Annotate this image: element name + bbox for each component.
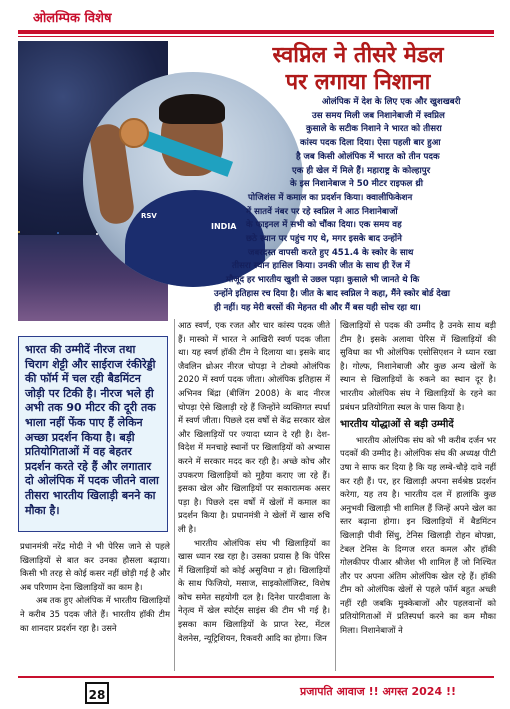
crowd-light	[57, 232, 59, 234]
intro-line: तीसरा स्थान हासिल किया। उनकी जीत के साथ ही रेंज में	[232, 261, 410, 272]
highlight-box	[18, 336, 168, 532]
article-title	[218, 42, 498, 96]
column-right	[340, 319, 496, 638]
article-title-line-2: पर लगाया निशाना	[285, 70, 431, 95]
footer-divider	[18, 676, 494, 678]
intro-line: कांस्य पदक दिला दिया। ऐसा पहली बार हुआ	[300, 138, 441, 149]
intro-line: ही नहीं। यह मेरी बरसों की मेहनत थी और मैं बस यही सोच रहा था।	[214, 302, 421, 313]
intro-line: के फाइनल में सभी को चौंका दिया। एक समय वह	[246, 220, 402, 231]
intro-line: है जब किसी ओलंपिक में भारत को तीन पदक	[296, 151, 440, 162]
column-middle	[178, 319, 330, 645]
paragraph: प्रधानमंत्री नरेंद्र मोदी ने भी पेरिस जाने से पहले खिलाड़ियों से बात कर उनका हौसला बढ़ाया। किसी भी तरह से कोई कसर नहीं छोड़ी गई है और अब परिणाम देना खिलाड़ियों का काम है।	[20, 541, 170, 592]
intro-line: कुसाले के सटीक निशाने ने भारत को तीसरा	[306, 124, 442, 135]
paragraph: भारतीय ओलंपिक संघ भी खिलाड़ियों का खास ध्यान रख रहा है। उसका प्रयास है कि पेरिस में खिलाड़ियों को कोई असुविधा न हो। खिलाड़ियों के साथ फिजियो, मसाज, साइकोलॉजिस्ट, विशेष कोच समेत सहयोगी दल है। दिनेश पारदीवाला के नेतृत्व में खेल स्पोर्ट्स साइंस की टीम भी गई है। इसका काम खिलाड़ियों के प्राप्त रेस्ट, मेंटल वेलनेस, न्यूट्रिशियन, रिकवरी आदि का होगा। जिन	[178, 537, 330, 643]
paragraph: खिलाड़ियों से पदक की उम्मीद है उनके साथ बड़ी टीम है। इसके अलावा पेरिस में खिलाड़ियों की सुविधा का भी ओलंपिक एसोसिएशन ने ध्यान रखा है। गोल्फ, निशानेबाजी और कुछ अन्य खेलों के स्थान से खिलाड़ियों के रुकने का स्थान दूर है। भारतीय ओलंपिक संघ ने खिलाड़ियों के रहने का प्रबंधन प्रतियोगिता स्थल के पास किया है।	[340, 320, 496, 412]
intro-line: उन्होंने इतिहास रच दिया है। जीत के बाद स्वप्निल ने कहा, मैंने स्कोर बोर्ड देखा	[214, 288, 450, 299]
intro-line: के इस निशानेबाज ने 50 मीटर राइफल थ्री	[290, 179, 423, 190]
shirt-brand-text: RSV	[141, 212, 157, 220]
paragraph: भारतीय ओलंपिक संघ को भी करीब दर्जन भर पदकों की उम्मीद है। ओलंपिक संघ की अध्यक्ष पीटी उषा ने साफ कर दिया है कि यह लम्बे-चौड़े दावे नहीं कर रही हैं। पर, हर खिलाड़ी अपना सर्वश्रेष्ठ प्रदर्शन करेगा, यह तय है। भारतीय दल में हालांकि कुछ अनुभवी खिलाड़ी भी शामिल हैं जिन्हें अपने खेल का स्तर बढ़ाना होगा। इन खिलाड़ियों में बैडमिंटन खिलाड़ी पीवी सिंधु, टेनिस खिलाड़ी रोहन बोपन्ना, टेबल टेनिस के दिग्गज शरत कमल और हॉकी गोलकीपर पीआर श्रीजेश भी शामिल हैं जो निश्चित तौर पर अपना अंतिम ओलंपिक खेल रहे हैं। हॉकी टीम को ओलंपिक खेलों से पहले फॉर्म बहुत अच्छी नहीं रही जबकि मुक्केबाजों और पहलवानों को प्रतियोगिताओं में प्रतिस्पर्धा करने का कम मौका मिला। निशानेबाजों ने	[340, 434, 496, 636]
page-number: 28	[85, 682, 109, 704]
intro-line: में सातवें नंबर पर रहे स्वप्निल ने आठ निशानेबाजों	[246, 206, 398, 217]
column-divider	[174, 319, 175, 671]
column-divider	[335, 319, 336, 671]
intro-line: पोजिशंस में कमाल का प्रदर्शन किया। क्वालीफिकेशन	[248, 192, 413, 203]
highlight-text: भारत की उम्मीदें नीरज तथा चिराग शेट्टी और साईराज रंकीरेड्डी की फॉर्म में चल रही बैडमिंटन जोड़ी पर टिकी है। नीरज भले ही अभी तक 90 मीटर की दूरी तक भाला नहीं फेंक पाए हैं लेकिन अच्छा प्रदर्शन किया है। बड़ी प्रतियोगिताओं में वह बेहतर प्रदर्शन करते रहे हैं और लगातार दो ओलंपिक में पदक जीतने वाला तीसरा भारतीय खिलाड़ी बनने का मौका है।	[25, 343, 159, 517]
article-title-line-1: स्वप्निल ने तीसरे मेडल	[272, 43, 444, 68]
header-divider	[18, 30, 494, 34]
header-divider-thin	[18, 36, 494, 37]
intro-line: एक ही खेल में मिले हैं। महाराष्ट्र के कोल्हापुर	[292, 165, 431, 176]
section-title: ओलम्पिक विशेष	[33, 11, 112, 26]
crowd-light	[18, 231, 20, 233]
shirt-country-text: INDIA	[211, 222, 237, 231]
paragraph: अब तक हुए ओलंपिक में भारतीय खिलाड़ियों ने करीब 35 पदक जीते हैं। भारतीय हॉकी टीम का शानदार प्रदर्शन रहा है। उसने	[20, 595, 170, 633]
intro-line: छठे स्थान पर पहुंच गए थे, मगर इसके बाद उन्होंने	[246, 234, 402, 244]
intro-line: उस समय मिली जब निशानेबाजी में स्वप्निल	[312, 110, 445, 121]
intro-line: ओलंपिक में देश के लिए एक और खुशखबरी	[322, 97, 461, 107]
intro-line: मौजूद हर भारतीय खुशी से उछल पड़ा। कुसाले भी जानते थे कि	[226, 275, 420, 286]
column-left	[20, 540, 170, 635]
publication-name: प्रजापति आवाज !! अगस्त 2024 !!	[300, 685, 456, 698]
subheading: भारतीय योद्धाओं से बड़ी उम्मीदें	[340, 419, 454, 431]
athlete-hair	[159, 94, 225, 124]
paragraph: आठ स्वर्ण, एक रजत और चार कांस्य पदक जीते हैं। मास्को में भारत ने आखिरी स्वर्ण पदक जीता था। यह स्वर्ण हॉकी टीम ने दिलाया था। इसके बाद जैवलिन थ्रोअर नीरज चोपड़ा ने टोक्यो ओलंपिक 2020 में स्वर्ण पदक जीता। ओलंपिक इतिहास में अभिनव बिंद्रा (बीजिंग 2008) के बाद नीरज चोपड़ा ऐसे खिलाड़ी रहे हैं जिन्होंने व्यक्तिगत स्पर्धा में स्वर्ण जीता। पिछले दस वर्षों से केंद्र सरकार खेल और खिलाड़ियों पर ज्यादा ध्यान दे रही है। देश-विदेश में मनचाहे स्थानों पर खिलाड़ियों को अभ्यास करने में सरकार मदद कर रही है। अच्छे कोच और उपकरण खिलाड़ियों को मुहैया कराए जा रहे हैं। इसका खेल और खिलाड़ियों पर सकारात्मक असर पड़ा है। पिछले दस वर्षों में खेलों में कमाल का प्रदर्शन किया है। प्रधानमंत्री ने खेलों में खास रुचि ली है।	[178, 320, 330, 534]
medal-icon	[119, 118, 149, 148]
intro-line: जबरदस्त वापसी करते हुए 451.4 के स्कोर के साथ	[248, 247, 414, 258]
